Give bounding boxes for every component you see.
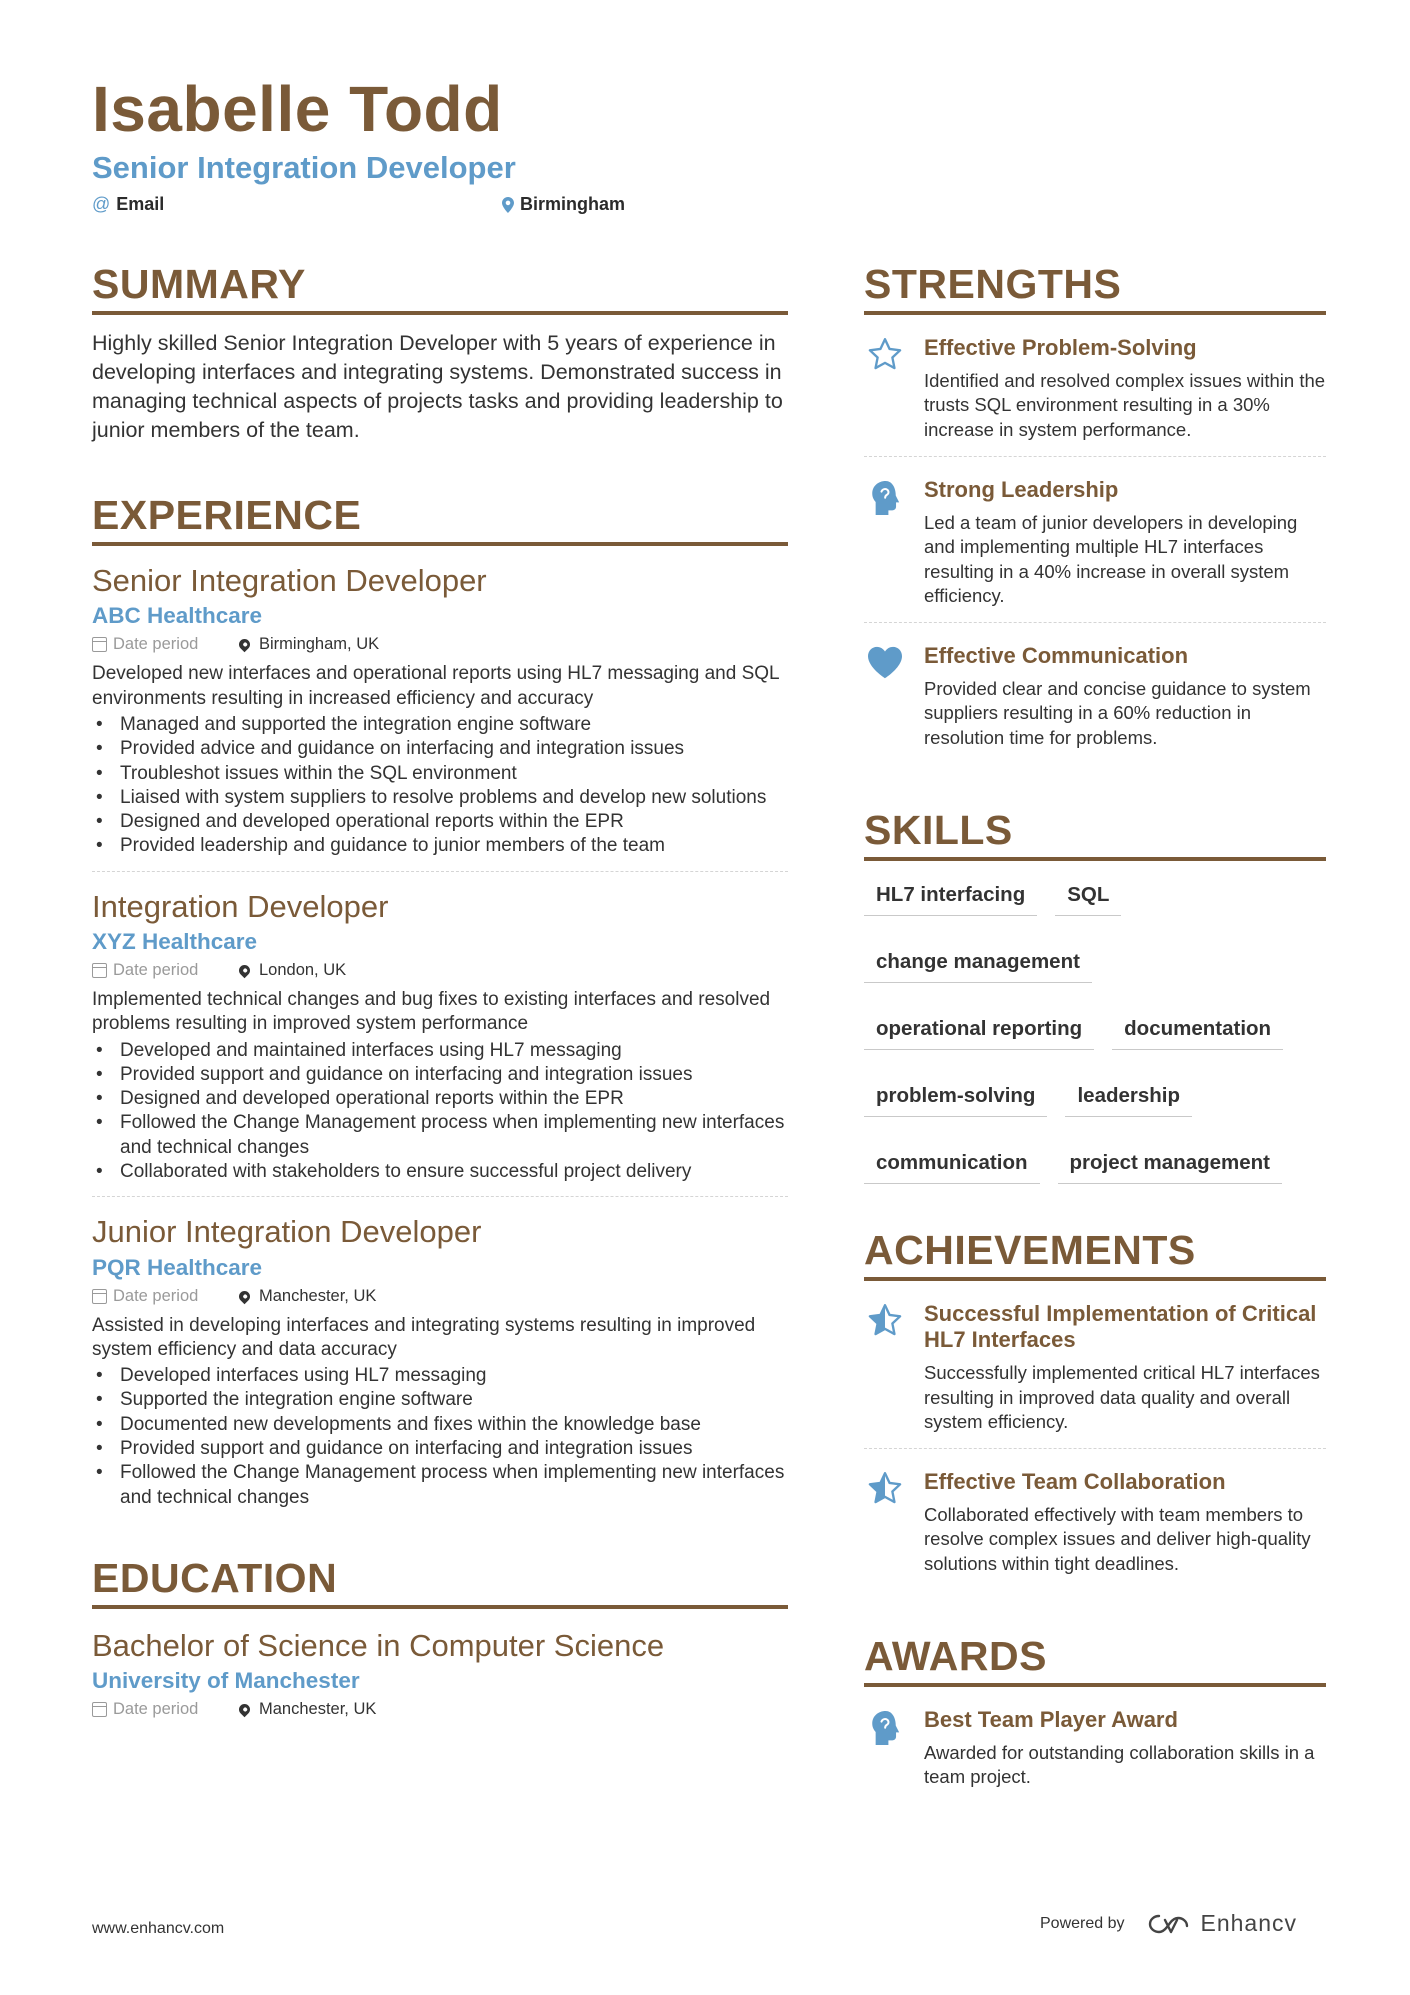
job-date [92, 1287, 236, 1306]
location-pin-icon [237, 963, 253, 979]
awards-section [864, 1634, 1326, 1804]
contact-location [502, 194, 625, 215]
strengths-title: STRENGTHS [864, 262, 1326, 315]
strength-text: Identified and resolved complex issues within the trusts SQL environment resulting in a 30% increase in system performance. [924, 370, 1326, 440]
footer-powered-by [1040, 1910, 1297, 1937]
education-meta [92, 1700, 788, 1719]
skill-tag: problem-solving [864, 1074, 1047, 1117]
skills-title: SKILLS [864, 808, 1326, 861]
job-bullets [92, 713, 788, 859]
location-pin-icon [237, 637, 253, 653]
head-icon [864, 1707, 906, 1790]
skill-tag: leadership [1065, 1074, 1192, 1117]
job-date [92, 635, 236, 654]
job-meta [92, 1287, 788, 1306]
achievement-item [864, 1449, 1326, 1590]
strength-body [924, 335, 1326, 442]
strength-item [864, 315, 1326, 457]
strength-title: Strong Leadership [924, 476, 1119, 502]
job-company: PQR Healthcare [92, 1254, 263, 1280]
job-title: Senior Integration Developer [92, 563, 487, 599]
job-bullets [92, 1364, 788, 1510]
achievement-text: Successfully implemented critical HL7 interfaces resulting in improved data quality and overall system efficiency. [924, 1362, 1320, 1432]
enhancv-brand-link[interactable] [1145, 1910, 1298, 1937]
left-column [92, 262, 788, 1731]
calendar-icon [92, 637, 107, 652]
bullet-item: • Collaborated with stakeholders to ensure successful project delivery [92, 1160, 788, 1184]
skill-tag: change management [864, 940, 1092, 983]
job-bullets [92, 1039, 788, 1185]
strength-item [864, 623, 1326, 764]
job-location [236, 635, 379, 654]
summary-text: Highly skilled Senior Integration Developer with 5 years of experience in developing interfaces and integrating systems. Demonstrated success in managing technical aspects of projects tasks and providing leadership to junior members of the team. [92, 331, 783, 443]
calendar-icon [92, 963, 107, 978]
contact-email[interactable] [92, 194, 164, 215]
strength-body [924, 643, 1326, 750]
education-title: EDUCATION [92, 1556, 788, 1609]
skill-tag: communication [864, 1141, 1040, 1184]
calendar-icon [92, 1289, 107, 1304]
bullet-item: • Liaised with system suppliers to resolve problems and develop new solutions [92, 786, 788, 810]
heart-icon [864, 643, 906, 750]
job-title: Junior Integration Developer [92, 1214, 482, 1250]
strength-body [924, 477, 1326, 608]
summary-title: SUMMARY [92, 262, 788, 315]
strength-text: Provided clear and concise guidance to system suppliers resulting in a 60% reduction in resolution time for problems. [924, 678, 1311, 748]
bullet-item: • Provided support and guidance on interfacing and integration issues [92, 1063, 788, 1087]
award-text: Awarded for outstanding collaboration skills in a team project. [924, 1742, 1315, 1788]
bullet-item: • Designed and developed operational reports within the EPR [92, 1087, 788, 1111]
job-title: Integration Developer [92, 888, 389, 924]
achievement-body [924, 1301, 1326, 1434]
skill-tag: project management [1058, 1141, 1283, 1184]
email-label: Email [116, 194, 165, 214]
right-column [864, 262, 1326, 1804]
job-date [92, 961, 236, 980]
candidate-name: Isabelle Todd [92, 73, 503, 145]
skill-tag: HL7 interfacing [864, 873, 1037, 916]
experience-section [92, 493, 788, 1522]
achievements-section [864, 1228, 1326, 1590]
bullet-item: • Developed and maintained interfaces using HL7 messaging [92, 1039, 788, 1063]
bullet-item: • Provided support and guidance on interfacing and integration issues [92, 1437, 788, 1461]
achievement-title: Successful Implementation of Critical HL7 Interfaces [924, 1301, 1317, 1353]
job-location [236, 961, 346, 980]
job-location-text: London, UK [259, 960, 347, 979]
achievement-text: Collaborated effectively with team members to resolve complex issues and deliver high-quality solutions within tight deadlines. [924, 1504, 1311, 1574]
summary-section [92, 262, 788, 445]
job-company: XYZ Healthcare [92, 928, 258, 954]
bullet-item: • Documented new developments and fixes within the knowledge base [92, 1413, 788, 1437]
strength-title: Effective Problem-Solving [924, 335, 1197, 361]
education-date-text: Date period [113, 1700, 199, 1719]
location-pin-icon [502, 197, 514, 213]
strength-text: Led a team of junior developers in developing and implementing multiple HL7 interfaces resulting in a 40% increase in overall system efficiency. [924, 511, 1298, 606]
award-item [864, 1687, 1326, 1804]
bullet-item: • Developed interfaces using HL7 messaging [92, 1364, 788, 1388]
skill-tag: documentation [1112, 1007, 1283, 1050]
bullet-item: • Followed the Change Management process when implementing new interfaces and technical changes [92, 1111, 788, 1160]
achievement-title: Effective Team Collaboration [924, 1469, 1226, 1495]
school-name: University of Manchester [92, 1668, 360, 1694]
job-description: Developed new interfaces and operational reports using HL7 messaging and SQL environments resulting in increased efficiency and accuracy [92, 663, 779, 709]
bullet-item: • Followed the Change Management process when implementing new interfaces and technical changes [92, 1461, 788, 1510]
enhancv-logo-icon [1145, 1912, 1191, 1936]
education-date [92, 1700, 236, 1719]
education-location [236, 1700, 376, 1719]
star-half-icon [864, 1469, 906, 1576]
achievement-body [924, 1469, 1326, 1576]
skills-section [864, 808, 1326, 1184]
head-icon [864, 477, 906, 608]
skill-tag: SQL [1055, 873, 1121, 916]
award-body [924, 1707, 1326, 1790]
job-date-text: Date period [113, 1286, 199, 1305]
bullet-item: • Supported the integration engine software [92, 1388, 788, 1412]
bullet-item: • Troubleshot issues within the SQL environment [92, 762, 788, 786]
job-location [236, 1287, 376, 1306]
job-description: Assisted in developing interfaces and integrating systems resulting in improved system efficiency and data accuracy [92, 1314, 756, 1360]
location-label: Birmingham [520, 194, 626, 214]
experience-entry [92, 888, 788, 1198]
calendar-icon [92, 1702, 107, 1717]
awards-title: AWARDS [864, 1634, 1326, 1687]
star-half-icon [864, 1301, 906, 1434]
at-icon: @ [92, 194, 111, 214]
candidate-headline: Senior Integration Developer [92, 150, 516, 185]
star-outline-icon [864, 335, 906, 442]
degree-title: Bachelor of Science in Computer Science [92, 1627, 665, 1663]
location-pin-icon [237, 1288, 253, 1304]
bullet-item: • Designed and developed operational reports within the EPR [92, 810, 788, 834]
job-description: Implemented technical changes and bug fixes to existing interfaces and resolved problems resulting in improved system performance [92, 988, 771, 1035]
bullet-item: • Provided leadership and guidance to junior members of the team [92, 834, 788, 858]
education-location-text: Manchester, UK [259, 1700, 377, 1719]
experience-entry [92, 1213, 788, 1522]
strength-item [864, 457, 1326, 623]
education-entry [92, 1627, 788, 1731]
skills-list [864, 873, 1326, 1184]
experience-title: EXPERIENCE [92, 493, 788, 546]
experience-entry [92, 562, 788, 872]
bullet-item: • Managed and supported the integration engine software [92, 713, 788, 737]
footer-website-link[interactable]: www.enhancv.com [92, 1920, 225, 1937]
bullet-item: • Provided advice and guidance on interfacing and integration issues [92, 737, 788, 761]
education-section [92, 1556, 788, 1731]
enhancv-brand-text: Enhancv [1200, 1910, 1298, 1936]
location-pin-icon [237, 1702, 253, 1718]
strength-title: Effective Communication [924, 643, 1189, 669]
job-location-text: Birmingham, UK [259, 635, 380, 654]
achievements-title: ACHIEVEMENTS [864, 1228, 1326, 1281]
job-company: ABC Healthcare [92, 603, 263, 629]
job-location-text: Manchester, UK [259, 1286, 377, 1305]
achievement-item [864, 1281, 1326, 1449]
job-meta [92, 961, 788, 980]
award-title: Best Team Player Award [924, 1707, 1178, 1733]
strengths-section [864, 262, 1326, 764]
powered-by-text: Powered by [1040, 1914, 1125, 1932]
skill-tag: operational reporting [864, 1007, 1094, 1050]
job-date-text: Date period [113, 960, 199, 979]
job-date-text: Date period [113, 635, 199, 654]
job-meta [92, 635, 788, 654]
